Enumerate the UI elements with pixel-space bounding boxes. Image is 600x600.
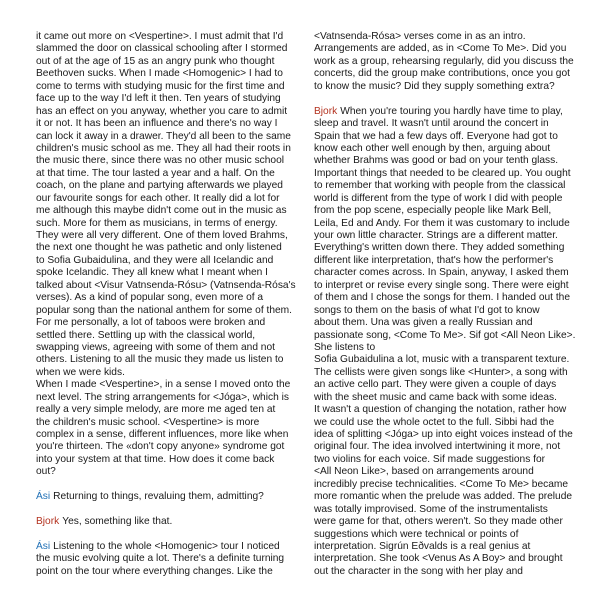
line-text: talked about <Visur Vatnsenda-Rósu> (Vatnsenda-Rósa's: [36, 279, 296, 291]
text-line: [36, 516, 308, 528]
text-line: [314, 292, 586, 304]
line-text: Spain that we had a few days off. Everyone had got to: [314, 130, 558, 142]
line-text: me although this maybe didn't come out in the music as: [36, 205, 287, 217]
text-line: [36, 566, 308, 578]
text-line: [36, 454, 308, 466]
line-text: to interpret or revise every single song. There were eight: [314, 279, 569, 291]
text-line: [36, 280, 308, 292]
line-text: Listening to the whole <Homogenic> tour I noticed: [53, 540, 280, 552]
text-line: [314, 553, 586, 565]
text-line: [36, 330, 308, 342]
line-text: it came out more on <Vespertine>. I must admit that I'd: [36, 31, 284, 42]
line-text: interpretation. Sigrún Eðvalds is a real genius at: [314, 540, 531, 552]
text-line: [36, 230, 308, 242]
line-text: when we were kids.: [36, 366, 125, 378]
line-text: When you're touring you hardly have time to play,: [340, 105, 563, 117]
line-text: They were all very different. One of them loved Brahms,: [36, 230, 288, 241]
text-line: [314, 330, 586, 342]
text-line: [314, 205, 586, 217]
text-line: [36, 56, 308, 68]
line-text: Arrangements are added, as in <Come To Me>. Did you: [314, 43, 567, 55]
interview-turn-bjork: [36, 516, 308, 528]
left-column: [36, 31, 308, 591]
line-text: <All Neon Like>, based on arrangements around: [314, 466, 534, 478]
text-line: [314, 392, 586, 404]
line-text: For me personally, a lot of taboos were broken and: [36, 317, 266, 329]
line-text: out?: [36, 466, 56, 478]
text-line: [36, 242, 308, 254]
line-text: verses). As a kind of popular song, even more of a: [36, 292, 264, 304]
line-text: coach, on the plane and partying afterwards we played: [36, 180, 283, 192]
text-line: [36, 404, 308, 416]
line-text: interpretation. She took <Venus As A Boy> and brought: [314, 553, 563, 565]
text-line: [314, 354, 586, 366]
text-line: [36, 218, 308, 230]
text-line: [36, 255, 308, 267]
text-line: [36, 267, 308, 279]
text-line: [314, 379, 586, 391]
line-text: at that time. The tour lasted a year and a half. On the: [36, 167, 275, 179]
text-line: [36, 317, 308, 329]
line-text: it or not. It has been an influence and there's no way I: [36, 118, 278, 130]
text-line: [314, 56, 586, 68]
line-text: work as a group, rehearsing regularly, did you discuss the: [314, 55, 574, 67]
text-line: [36, 168, 308, 180]
text-line: [314, 280, 586, 292]
text-line: [36, 205, 308, 217]
text-line: [314, 305, 586, 317]
interview-paragraph: [314, 31, 586, 93]
text-line: [314, 429, 586, 441]
text-line: [36, 553, 308, 565]
line-text: we could use the whole octet to the full. Sibbi had the: [314, 416, 555, 428]
text-line: [314, 491, 586, 503]
line-text: incredibly precise technicalities. <Come To Me> became: [314, 478, 569, 490]
line-text: out of at the age of 15 as an angry punk who thought: [36, 55, 275, 67]
line-text: from the pop scene, especially people like Mark Bell,: [314, 205, 552, 217]
line-text: She listens to: [314, 341, 376, 353]
line-text: the music evolving quite a lot. There's a definite turning: [36, 553, 285, 565]
line-text: know each other well enough by then, arguing about: [314, 142, 551, 154]
text-line: [36, 367, 308, 379]
text-line: [314, 180, 586, 192]
line-text: of them and I chose the songs for them. I handed out the: [314, 292, 570, 304]
right-column: [314, 31, 586, 591]
line-text: was totally improvised. Some of the instrumentalists: [314, 503, 548, 515]
text-line: [314, 168, 586, 180]
text-line: [314, 479, 586, 491]
text-line: [314, 193, 586, 205]
text-line: [36, 155, 308, 167]
text-line: [314, 317, 586, 329]
line-text: idea of splitting <Jóga> up into eight voices instead of the: [314, 429, 573, 440]
text-line: [314, 504, 586, 516]
text-line: [314, 454, 586, 466]
line-text: were game for that, others weren't. So they made other: [314, 516, 563, 528]
line-text: world is different from the type of work I did with people: [314, 192, 563, 204]
line-text: settled there. Settling up with the classical world,: [36, 329, 256, 341]
line-text: Sofia Gubaidulina a lot, music with a transparent texture.: [314, 354, 570, 366]
text-line: [314, 31, 586, 43]
text-line: [314, 242, 586, 254]
line-text: the music there, since there was no other music school: [36, 155, 285, 167]
interview-paragraph: [36, 31, 308, 479]
text-line: [314, 255, 586, 267]
line-text: the children's music school. <Vespertine> is more: [36, 416, 260, 428]
line-text: swapping views, agreeing with some of them and not: [36, 341, 275, 353]
line-text: Returning to things, revaluing them, admitting?: [53, 491, 264, 503]
text-line: [36, 491, 308, 503]
line-text: slammed the door on classical schooling after I stormed: [36, 43, 288, 55]
text-line: [314, 106, 586, 118]
line-text: popular song than the national anthem for some of them.: [36, 304, 292, 316]
text-line: [314, 155, 586, 167]
line-text: can lock it away in a drawer. They'd all been to the same: [36, 130, 291, 142]
text-line: [36, 429, 308, 441]
line-text: passionate song, <Come To Me>. Sif got <All Neon Like>.: [314, 329, 576, 341]
line-text: has an effect on you anyway, whether you care to admit: [36, 105, 288, 117]
speaker-label: Bjork: [36, 516, 60, 528]
line-text: our favourite songs for each other. It really did a lot for: [36, 192, 280, 204]
text-line: [36, 541, 308, 553]
text-line: [314, 466, 586, 478]
interview-turn-asi: [36, 541, 308, 578]
line-text: complex in a sense, different influences, more like when: [36, 429, 289, 440]
line-text: more romantic when the prelude was added. The prelude: [314, 491, 573, 503]
text-line: [314, 218, 586, 230]
line-text: different like interpretation, that's how the performer's: [314, 254, 554, 266]
line-text: point on the tour where everything changes. Like the: [36, 565, 273, 577]
speaker-label: Ási: [36, 540, 51, 552]
speaker-label: Ási: [36, 491, 51, 503]
text-line: [314, 267, 586, 279]
text-line: [314, 367, 586, 379]
line-text: with the sheet music and came back with some ideas.: [314, 391, 557, 403]
text-line: [36, 180, 308, 192]
text-line: [314, 441, 586, 453]
text-line: [36, 68, 308, 80]
line-text: Leila, Ed and Andy. For them it was customary to include: [314, 217, 570, 229]
text-line: [314, 566, 586, 578]
text-line: [36, 441, 308, 453]
text-line: [36, 305, 308, 317]
text-line: [314, 342, 586, 354]
line-text: original four. The idea involved intertwining it more, not: [314, 441, 561, 453]
text-line: [36, 43, 308, 55]
line-text: It wasn't a question of changing the notation, rather how: [314, 404, 567, 416]
text-line: [314, 417, 586, 429]
text-line: [314, 118, 586, 130]
line-text: such. More for them as musicians, in terms of energy.: [36, 217, 278, 229]
text-line: [36, 143, 308, 155]
line-text: an active cello part. They were given a couple of days: [314, 379, 557, 391]
line-text: you're thirteen. The «don't copy anyone» syndrome got: [36, 441, 285, 453]
text-line: [314, 68, 586, 80]
line-text: to know the music? Did they supply something extra?: [314, 80, 555, 92]
line-text: really a very simple melody, are more me aged ten at: [36, 404, 276, 416]
text-line: [36, 354, 308, 366]
line-text: songs to them on the basis of what I'd got to know: [314, 304, 540, 316]
line-text: others. Listening to all the music they made us listen to: [36, 354, 284, 366]
interview-turn-asi: [36, 491, 308, 503]
text-line: [36, 31, 308, 43]
text-line: [314, 541, 586, 553]
line-text: children's music school as me. They all had their roots in: [36, 142, 291, 154]
text-line: [314, 81, 586, 93]
text-line: [36, 193, 308, 205]
line-text: to Sofia Gubaidulina, and they were all Icelandic and: [36, 254, 274, 266]
text-line: [36, 106, 308, 118]
line-text: The cellists were given songs like <Hunter>, a song with: [314, 366, 568, 378]
line-text: Beethoven sucks. When I made <Homogenic> I had to: [36, 68, 283, 80]
text-line: [36, 379, 308, 391]
text-line: [36, 81, 308, 93]
text-line: [36, 292, 308, 304]
line-text: two violins for each voice. Sif made suggestions for: [314, 453, 546, 465]
line-text: out the character in the song with her play and: [314, 565, 523, 577]
line-text: When I made <Vespertine>, in a sense I moved onto the: [36, 379, 291, 391]
line-text: character comes across. In Spain, anyway, I asked them: [314, 267, 569, 279]
line-text: to remember that working with people from the classical: [314, 180, 566, 192]
text-line: [36, 466, 308, 478]
line-text: Yes, something like that.: [62, 516, 173, 528]
line-text: the next one thought he was pathetic and only listened: [36, 242, 282, 254]
text-line: [314, 516, 586, 528]
line-text: come to terms with studying music for the first time and: [36, 80, 285, 92]
text-line: [36, 392, 308, 404]
speaker-label: Bjork: [314, 105, 338, 117]
line-text: Everything's written down there. They added something: [314, 242, 565, 254]
line-text: sleep and travel. It wasn't until around the concert in: [314, 118, 549, 130]
line-text: next level. The string arrangements for <Jóga>, which is: [36, 391, 289, 403]
line-text: your own little character. Strings are a different matter.: [314, 230, 558, 241]
line-text: suggestions which were technical or points of: [314, 528, 519, 540]
text-line: [36, 118, 308, 130]
text-line: [36, 342, 308, 354]
text-line: [36, 131, 308, 143]
text-line: [36, 417, 308, 429]
interview-turn-bjork: [314, 106, 586, 579]
text-line: [314, 131, 586, 143]
line-text: spoke Icelandic. They all knew what I meant when I: [36, 267, 268, 279]
text-line: [314, 529, 586, 541]
text-line: [314, 143, 586, 155]
text-line: [36, 93, 308, 105]
text-line: [314, 230, 586, 242]
line-text: face up to the way I'd left it then. Ten years of studying: [36, 93, 281, 105]
text-line: [314, 404, 586, 416]
text-line: [314, 43, 586, 55]
line-text: into your system at that time. How does it come back: [36, 453, 275, 465]
line-text: concerts, did the group make contributions, once you got: [314, 68, 570, 80]
line-text: about them. Una was given a really Russian and: [314, 317, 533, 329]
line-text: <Vatnsenda-Rósa> verses come in as an intro.: [314, 31, 526, 42]
line-text: whether Brahms was good or bad on your tenth glass.: [314, 155, 559, 167]
line-text: Important things that needed to be cleared up. You ought: [314, 167, 571, 179]
